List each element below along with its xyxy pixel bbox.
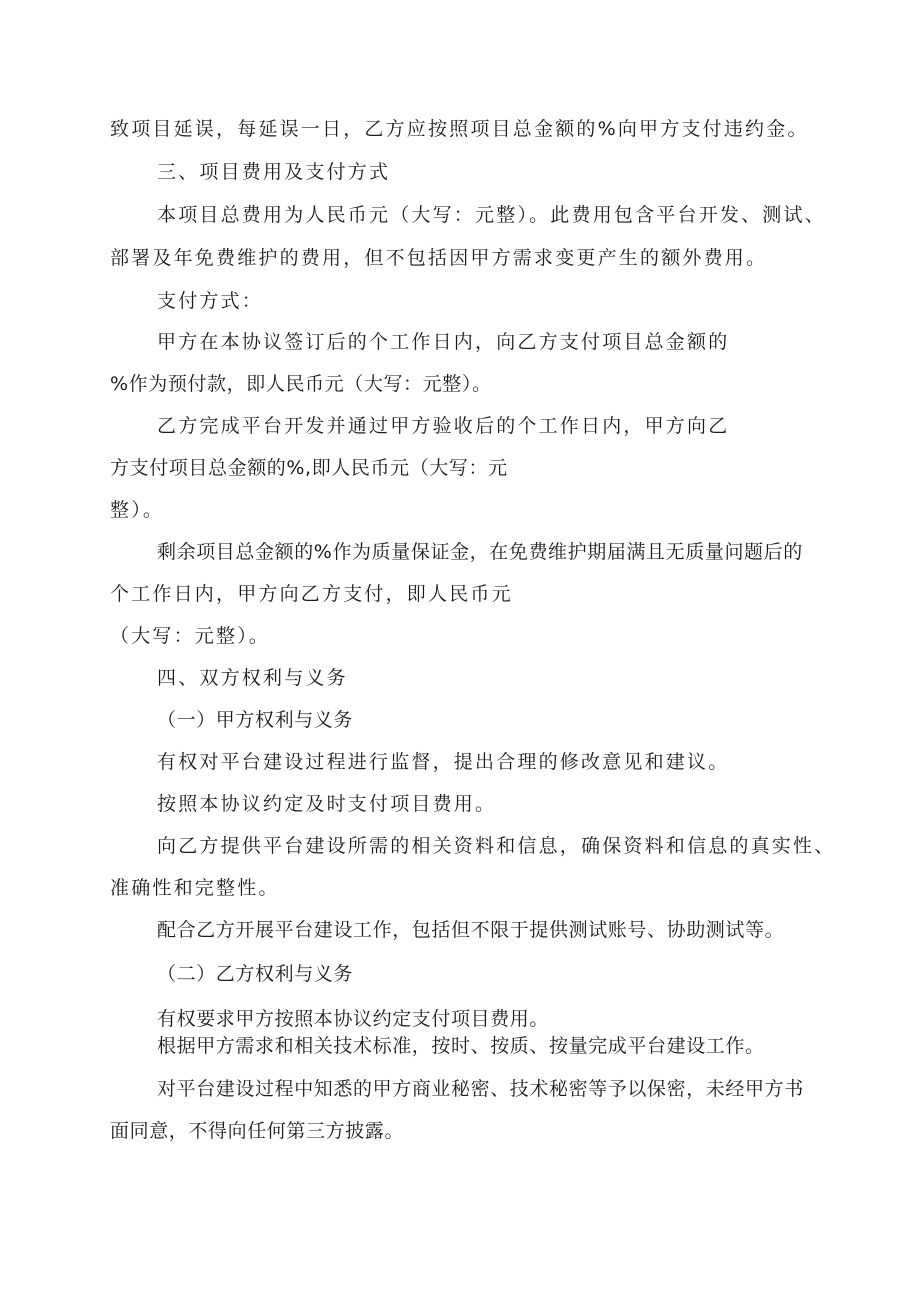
paragraph-line: %作为预付款，即人民币元（大写：元整）。 (110, 373, 492, 395)
paragraph-line: 按照本协议约定及时支付项目费用。 (157, 793, 497, 815)
section-heading-3: 三、项目费用及支付方式 (157, 161, 391, 183)
paragraph-line: 准确性和完整性。 (110, 877, 280, 899)
paragraph-line: 乙方完成平台开发并通过甲方验收后的个工作日内，甲方向乙 (157, 415, 730, 437)
paragraph-line: 向乙方提供平台建设所需的相关资料和信息，确保资料和信息的真实性、 (157, 835, 836, 857)
section-heading-4: 四、双方权利与义务 (157, 667, 348, 689)
subsection-heading-2: （二）乙方权利与义务 (157, 963, 354, 985)
paragraph-line: 个工作日内，甲方向乙方支付，即人民币元 (110, 583, 513, 605)
paragraph-line: 整）。 (110, 499, 165, 521)
paragraph-line: 对平台建设过程中知悉的甲方商业秘密、技术秘密等予以保密，未经甲方书 (157, 1078, 804, 1100)
paragraph-line: 支付方式： (157, 290, 264, 312)
paragraph-line: 剩余项目总金额的%作为质量保证金，在免费维护期届满且无质量问题后的 (157, 541, 803, 563)
paragraph-line: 有权对平台建设过程进行监督，提出合理的修改意见和建议。 (157, 751, 730, 773)
paragraph-line: 方支付项目总金额的%,即人民币元（大写：元 (110, 457, 508, 479)
paragraph-line: 甲方在本协议签订后的个工作日内，向乙方支付项目总金额的 (157, 331, 730, 353)
paragraph-line: 配合乙方开展平台建设工作，包括但不限于提供测试账号、协助测试等。 (157, 919, 785, 941)
paragraph-line: （大写：元整）。 (110, 625, 271, 647)
paragraph-line: 根据甲方需求和相关技术标准，按时、按质、按量完成平台建设工作。 (157, 1035, 765, 1057)
paragraph-line: 致项目延误，每延误一日，乙方应按照项目总金额的%向甲方支付违约金。 (110, 118, 809, 140)
paragraph-line: 本项目总费用为人民币元（大写：元整）。此费用包含平台开发、测试、 (157, 204, 826, 226)
subsection-heading-1: （一）甲方权利与义务 (157, 709, 354, 731)
paragraph-line: 面同意，不得向任何第三方披露。 (110, 1120, 405, 1142)
paragraph-line: 有权要求甲方按照本协议约定支付项目费用。 (157, 1008, 550, 1030)
paragraph-line: 部署及年免费维护的费用，但不包括因甲方需求变更产生的额外费用。 (110, 247, 768, 269)
